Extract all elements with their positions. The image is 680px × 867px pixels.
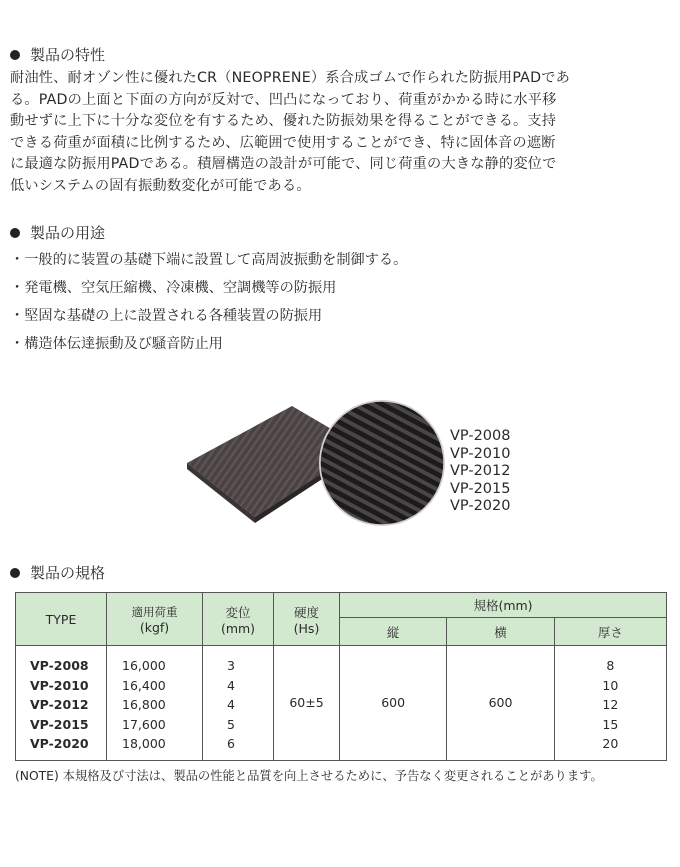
model-list [450,428,510,516]
features-line: できる荷重が面積に比例するため、広範囲で使用することができ、特に固体音の遮断 [10,134,556,151]
bullet-icon [10,568,20,578]
header-dimensions: 規格(mm) [340,593,667,618]
features-line: に最適な防振用PADである。積層構造の設計が可能で、同じ荷重の大きな静的変位で [10,156,557,172]
header-displacement [203,593,274,646]
length-cell: 600 [340,646,447,761]
spec-note: (NOTE) 本規格及び寸法は、製品の性能と品質を向上させるために、予告なく変更されることがあります。 [15,769,603,783]
type-cell: VP-2010 [30,677,89,693]
type-cell: VP-2020 [30,736,89,752]
header-width: 横 [447,618,554,646]
model-label: VP-2012 [450,463,511,480]
header-hardness-label: 硬度 [293,604,319,620]
model-label: VP-2010 [450,445,511,462]
use-item: ・発電機、空気圧縮機、冷凍機、空調機等の防振用 [10,280,337,296]
header-thickness: 厚さ [554,618,666,646]
pad-closeup-circle [316,398,448,530]
displacement-cell: 4 [227,677,235,693]
use-item: ・構造体伝達振動及び騒音防止用 [10,336,223,352]
type-cell: VP-2015 [30,716,89,732]
load-cell: 16,000 [122,658,166,673]
header-load-label: 適用荷重 [131,604,178,619]
thickness-cell: 8 [606,658,615,673]
load-column [107,646,203,761]
use-item: ・一般的に装置の基礎下端に設置して高周波振動を制御する。 [10,252,408,268]
displacement-cell: 4 [227,697,235,713]
uses-heading-text: 製品の用途 [30,224,106,242]
header-length: 縦 [340,618,447,646]
width-cell: 600 [447,646,554,761]
header-hardness-unit: (Hs) [293,620,320,636]
table-row [16,646,667,761]
load-cell: 16,400 [122,677,166,693]
features-line: 低いシステムの固有振動数変化が可能である。 [10,177,311,194]
thickness-cell: 15 [602,716,619,732]
features-line: る。PADの上面と下面の方向が反対で、凹凸になっており、荷重がかかる時に水平移 [10,91,557,108]
type-cell: VP-2012 [30,697,89,713]
type-column [16,646,107,761]
features-heading-text: 製品の特性 [30,46,106,64]
displacement-cell: 5 [227,716,235,732]
spec-heading-text: 製品の規格 [30,564,106,582]
header-load-unit: (kgf) [139,619,170,635]
header-displacement-unit: (mm) [220,620,256,636]
header-type: TYPE [16,593,107,646]
displacement-cell: 6 [227,736,235,752]
thickness-column [554,646,666,761]
displacement-cell: 3 [227,658,235,673]
thickness-cell: 12 [602,697,619,713]
header-hardness [274,593,340,646]
features-line: 耐油性、耐オゾン性に優れたCR（NEOPRENE）系合成ゴムで作られた防振用PADであ [10,70,570,86]
spec-heading [10,562,105,583]
features-line: 動せずに上下に十分な変位を有するため、優れた防振効果を得ることができる。支持 [10,113,557,129]
load-cell: 18,000 [122,736,166,752]
displacement-column [203,646,274,761]
thickness-cell: 20 [602,736,619,752]
model-label: VP-2015 [450,480,511,497]
hardness-cell: 60±5 [274,646,340,761]
header-load [107,593,203,646]
spec-table [15,592,667,761]
load-cell: 17,600 [122,716,166,732]
model-label: VP-2008 [450,428,511,444]
header-displacement-label: 変位 [225,604,251,620]
load-cell: 16,800 [122,697,166,713]
thickness-cell: 10 [602,677,619,693]
use-item: ・堅固な基礎の上に設置される各種装置の防振用 [10,308,323,324]
type-cell: VP-2008 [30,658,89,673]
model-label: VP-2020 [450,498,511,515]
